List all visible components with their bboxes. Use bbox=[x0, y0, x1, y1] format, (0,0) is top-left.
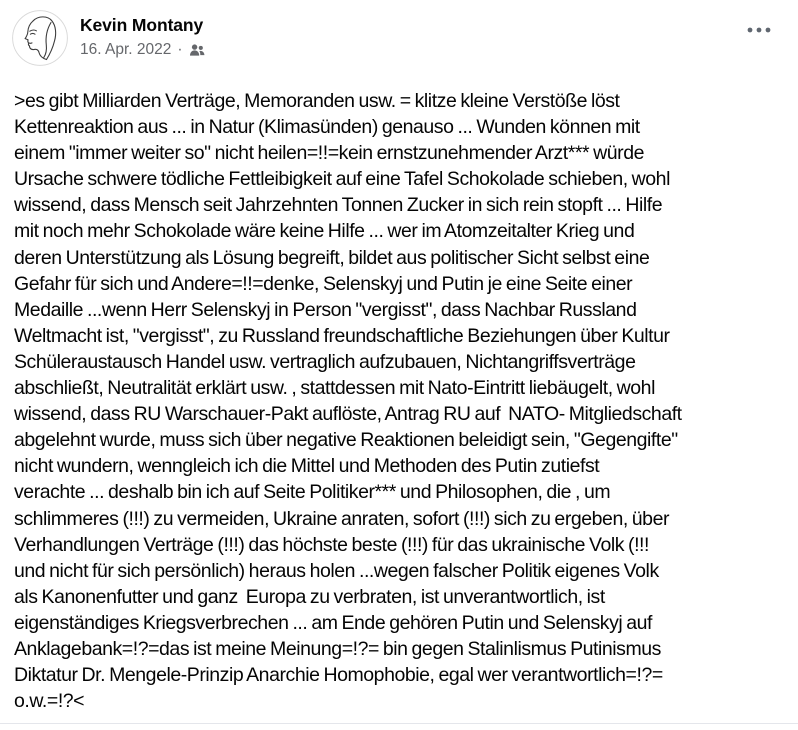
post-text-line: Weltmacht ist, "vergisst", zu Russland freundschaftliche Beziehungen über Kultur bbox=[14, 324, 670, 347]
post-text-line: schlimmeres (!!!) zu vermeiden, Ukraine anraten, sofort (!!!) sich zu ergeben, über bbox=[14, 507, 670, 530]
post-text-line: mit noch mehr Schokolade wäre keine Hilfe ... wer im Atomzeitalter Krieg und bbox=[14, 220, 635, 243]
post-text-line: Verhandlungen Verträge (!!!) das höchste beste (!!!) für das ukrainische Volk (!!! bbox=[14, 533, 649, 556]
post-text-line: abgelehnt wurde, muss sich über negative Reaktionen beleidigt sein, "Gegengifte" bbox=[14, 429, 678, 452]
post-text bbox=[0, 66, 798, 714]
post-text-line: abschließt, Neutralität erklärt usw. , stattdessen mit Nato-Eintritt liebäugelt, wohl bbox=[14, 377, 655, 400]
post-options-button[interactable] bbox=[736, 18, 782, 42]
post-text-line: o.w.=!?< bbox=[14, 690, 85, 713]
post-date[interactable]: 16. Apr. 2022 bbox=[80, 41, 172, 58]
post-text-line: Schüleraustausch Handel usw. vertraglich aufzubauen, Nichtangriffsverträge bbox=[14, 350, 636, 373]
post-text-line: als Kanonenfutter und ganz Europa zu verbraten, ist unverantwortlich, ist bbox=[14, 585, 605, 608]
ellipsis-icon bbox=[746, 26, 772, 34]
post-text-line: verachte ... deshalb bin ich auf Seite Politiker*** und Philosophen, die , um bbox=[14, 481, 611, 504]
post-text-line: und nicht für sich persönlich) heraus holen ...wegen falscher Politik eigenes Volk bbox=[14, 559, 659, 582]
post-subline bbox=[80, 41, 205, 59]
post-header bbox=[0, 0, 798, 66]
bottom-divider bbox=[0, 723, 798, 724]
post-text-line: nicht wundern, wenngleich ich die Mittel und Methoden des Putin zutiefst bbox=[14, 455, 600, 478]
author-name[interactable]: Kevin Montany bbox=[80, 15, 204, 35]
header-meta bbox=[80, 10, 205, 59]
dot-separator: · bbox=[177, 41, 183, 58]
post-text-line: Diktatur Dr. Mengele-Prinzip Anarchie Homophobie, egal wer verantwortlich=!?= bbox=[14, 664, 663, 687]
post-text-line: deren Unterstützung als Lösung begreift, bildet aus politischer Sicht selbst eine bbox=[14, 246, 650, 269]
post-text-line: Gefahr für sich und Andere=!!=denke, Selenskyj und Putin je eine Seite einer bbox=[14, 272, 633, 295]
post-text-line: eigenständiges Kriegsverbrechen ... am Ende gehören Putin und Selenskyj auf bbox=[14, 611, 653, 634]
post-text-line: >es gibt Milliarden Verträge, Memoranden usw. = klitze kleine Verstöße löst bbox=[14, 90, 620, 112]
post-text-line: wissend, dass RU Warschauer-Pakt auflöste, Antrag RU auf NATO- Mitgliedschaft bbox=[14, 403, 682, 426]
post-text-line: Kettenreaktion aus ... in Natur (Klimasünden) genauso ... Wunden können mit bbox=[14, 116, 640, 139]
post-text-line: Medaille ...wenn Herr Selenskyj in Person "vergisst", dass Nachbar Russland bbox=[14, 298, 637, 321]
post-text-line: einem "immer weiter so" nicht heilen=!!=kein ernstzunehmender Arzt*** würde bbox=[14, 142, 645, 165]
friends-icon bbox=[189, 43, 205, 57]
post-text-line: Anklagebank=!?=das ist meine Meinung=!?= bin gegen Stalinlismus Putinismus bbox=[14, 637, 661, 660]
post-text-line: wissend, dass Mensch seit Jahrzehnten Tonnen Zucker in sich rein stopft ... Hilfe bbox=[14, 194, 663, 217]
post-text-line: Ursache schwere tödliche Fettleibigkeit auf eine Tafel Schokolade schieben, wohl bbox=[14, 168, 670, 191]
avatar[interactable] bbox=[12, 10, 68, 66]
